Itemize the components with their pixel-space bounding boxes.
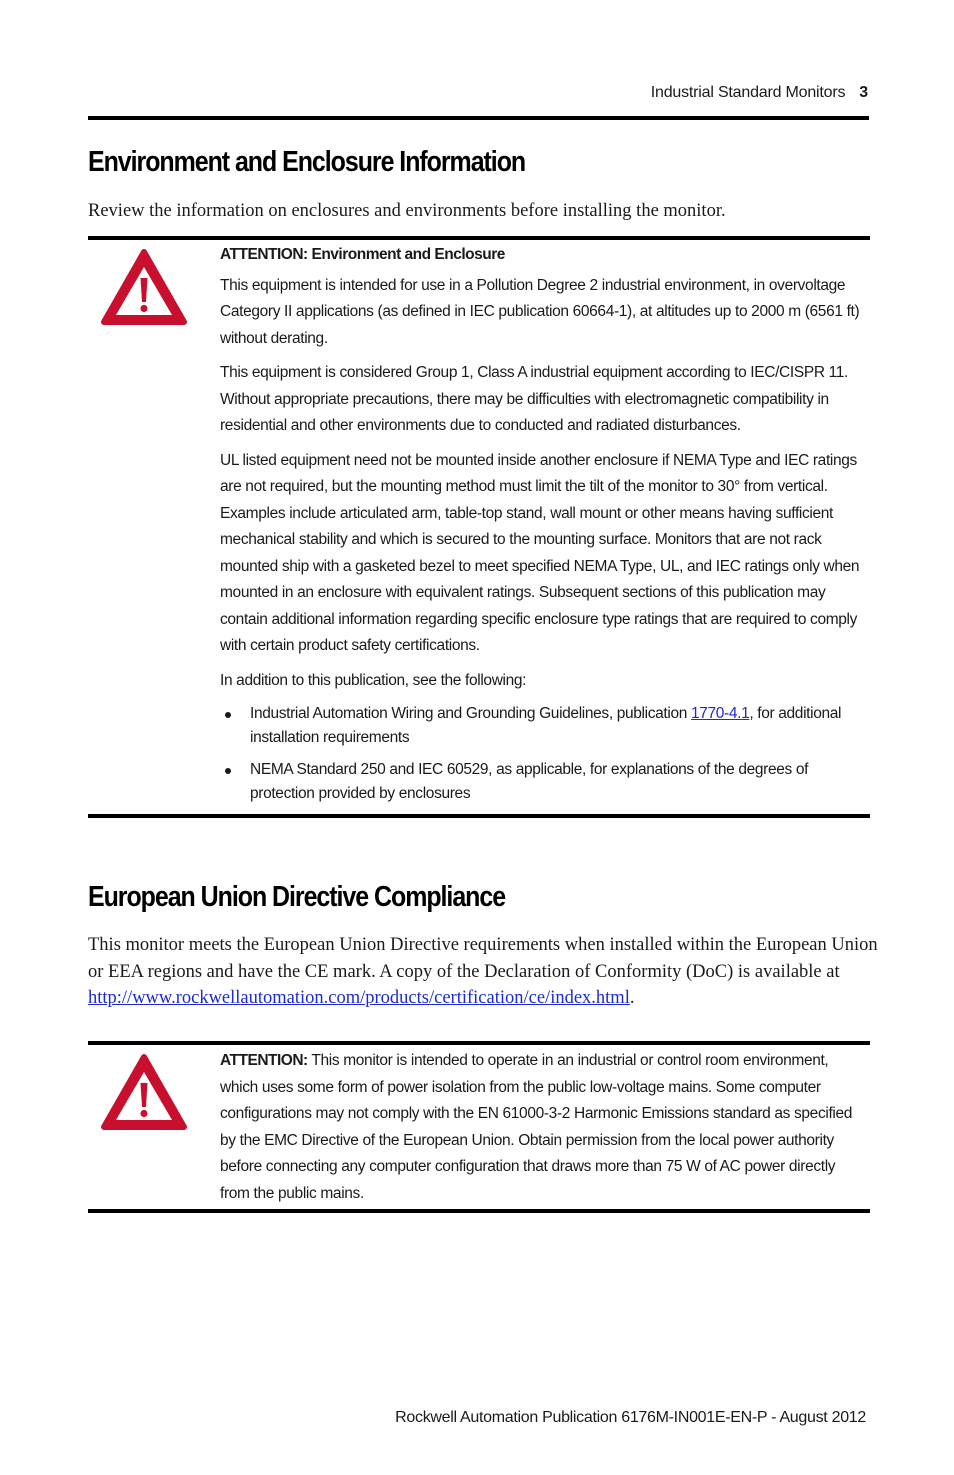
list-item xyxy=(220,702,868,750)
attention-content-eu xyxy=(220,1048,868,1215)
attention-label: ATTENTION: xyxy=(220,1052,308,1069)
certification-link[interactable]: http://www.rockwellautomation.com/products/certification/ce/index.html xyxy=(88,988,630,1008)
list-item-text: , for additional installation requirements xyxy=(250,705,842,746)
section-heading-environment: Environment and Enclosure Information xyxy=(88,146,526,178)
attention-box-environment xyxy=(88,236,870,818)
page-number: 3 xyxy=(859,84,868,101)
bullet-icon xyxy=(225,768,231,774)
running-header xyxy=(651,84,868,102)
bullet-icon xyxy=(225,712,231,718)
eu-paragraph-end: . xyxy=(629,988,635,1008)
attention-paragraph: This equipment is intended for use in a Pollution Degree 2 industrial environment, in overvoltage Category II applications (as defined in IEC publication 60664-1), at altitudes up to 2000 m (6561 ft) without derating. xyxy=(220,276,860,347)
eu-paragraph-text: This monitor meets the European Union Directive requirements when installed within the European Union or EEA regions and have the CE mark. A copy of the Declaration of Conformity (DoC) is available at xyxy=(88,935,878,982)
running-title: Industrial Standard Monitors xyxy=(650,84,846,101)
list-item xyxy=(220,758,868,806)
page-footer: Rockwell Automation Publication 6176M-IN001E-EN-P - August 2012 xyxy=(395,1409,866,1426)
attention-paragraph: This equipment is considered Group 1, Class A industrial equipment according to IEC/CISPR 11. Without appropriate precautions, there may be difficulties with electromagnetic compatibility in residential and other environments due to conducted and radiated disturbances. xyxy=(220,364,848,434)
attention-paragraph: In addition to this publication, see the following: xyxy=(220,671,527,689)
list-item-text: NEMA Standard 250 and IEC 60529, as applicable, for explanations of the degrees of protection provided by enclosures xyxy=(250,761,809,802)
list-item-text: Industrial Automation Wiring and Grounding Guidelines, publication xyxy=(250,705,691,722)
warning-triangle-icon xyxy=(101,1053,187,1131)
environment-intro: Review the information on enclosures and environments before installing the monitor. xyxy=(88,201,726,221)
attention-title: ATTENTION: Environment and Enclosure xyxy=(220,246,505,263)
section-heading-eu: European Union Directive Compliance xyxy=(88,881,506,913)
warning-triangle-icon xyxy=(101,248,187,326)
eu-paragraph xyxy=(88,932,878,1012)
header-rule xyxy=(88,116,869,120)
publication-link[interactable]: 1770-4.1 xyxy=(690,705,750,722)
attention-box-eu xyxy=(88,1041,870,1213)
attention-paragraph: UL listed equipment need not be mounted inside another enclosure if NEMA Type and IEC ratings are not required, but the mounting method must limit the tilt of the monitor to 30° from vertical. Examples include articulated arm, table-top stand, wall mount or other means having sufficient mechanical stability and which is secured to the mounting surface. Monitors that are not rack mounted ship with a gasketed bezel to meet specified NEMA Type, UL, and IEC ratings only when mounted in an enclosure with equivalent ratings. Subsequent sections of this publication may contain additional information regarding specific enclosure type ratings that are required to comply with certain product safety certifications. xyxy=(220,451,860,654)
attention-paragraph xyxy=(220,1048,868,1207)
attention-content-environment xyxy=(220,242,868,814)
attention-text: This monitor is intended to operate in an industrial or control room environment, which uses some form of power isolation from the public low-voltage mains. Some computer configurations may not comply with the EN 61000-3-2 Harmonic Emissions standard as specified by the EMC Directive of the European Union. Obtain permission from the local power authority before connecting any computer configuration that draws more than 75 W of AC power directly from the public mains. xyxy=(220,1052,853,1202)
reference-list xyxy=(220,702,868,806)
